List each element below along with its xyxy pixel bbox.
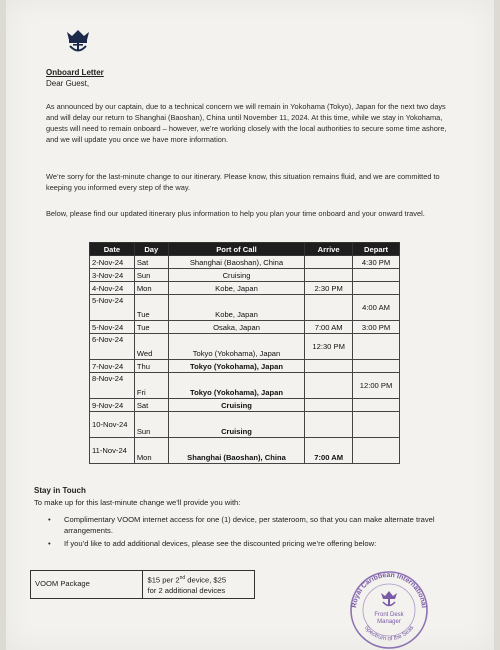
itinerary-row — [90, 256, 400, 269]
row-day: Wed — [134, 334, 168, 360]
row-arrive — [305, 269, 353, 282]
itinerary-row — [90, 321, 400, 334]
row-depart — [353, 360, 400, 373]
stay-in-touch-intro: To make up for this last-minute change we’ll provide you with: — [34, 498, 241, 507]
header-arrive: Arrive — [305, 243, 353, 256]
row-date: 8-Nov-24 — [90, 373, 135, 399]
row-port: Tokyo (Yokohama), Japan — [168, 360, 304, 373]
stamp-line2: Manager — [377, 619, 401, 625]
row-depart — [353, 269, 400, 282]
itinerary-row — [90, 360, 400, 373]
row-arrive — [305, 360, 353, 373]
row-day: Thu — [134, 360, 168, 373]
row-day: Tue — [134, 321, 168, 334]
row-date: 6-Nov-24 — [90, 334, 135, 360]
row-date: 3-Nov-24 — [90, 269, 135, 282]
row-port: Cruising — [168, 269, 304, 282]
row-depart: 12:00 PM — [353, 373, 400, 399]
row-day: Sat — [134, 399, 168, 412]
announcement-paragraph: As announced by our captain, due to a technical concern we will remain in Yokohama (Tokyo), Japan for the next two days and will delay our return to Shanghai (Baoshan), China until November 11, 2024. At this time, while we stay in Yokohama, guests will need to remain onboard – however, we’re working closely with the local authorities to secure some time ashore, and we will update you once we have more information. — [46, 102, 447, 144]
apology-paragraph: We’re sorry for the last-minute change to our itinerary. Please know, this situation remains fluid, and we are committed to keeping you informed every step of the way. — [46, 172, 440, 192]
row-port: Cruising — [168, 399, 304, 412]
row-arrive: 12:30 PM — [305, 334, 353, 360]
offer-list — [46, 514, 476, 551]
row-depart: 3:00 PM — [353, 321, 400, 334]
row-day: Sat — [134, 256, 168, 269]
row-port: Osaka, Japan — [168, 321, 304, 334]
row-port: Kobe, Japan — [168, 282, 304, 295]
itinerary-table — [89, 242, 400, 464]
row-date: 9-Nov-24 — [90, 399, 135, 412]
row-day: Sun — [134, 412, 168, 438]
voom-price-line2: for 2 additional devices — [147, 585, 226, 595]
itinerary-row — [90, 334, 400, 360]
voom-price-prefix: $15 per 2 — [147, 575, 180, 585]
row-date: 7-Nov-24 — [90, 360, 135, 373]
stay-in-touch-title: Stay in Touch — [34, 486, 86, 495]
row-date: 11-Nov-24 — [90, 438, 135, 464]
row-arrive — [305, 256, 353, 269]
row-depart: 4:00 AM — [353, 295, 400, 321]
row-depart: 4:30 PM — [353, 256, 400, 269]
svg-text:Spectrum of the Seas — [363, 625, 416, 642]
greeting: Dear Guest, — [46, 79, 90, 88]
header-day: Day — [134, 243, 168, 256]
row-day: Tue — [134, 295, 168, 321]
offer-item: • If you’d like to add additional devices, please see the discounted pricing we’re offering below: — [46, 538, 476, 549]
stamp-crown-anchor-icon — [381, 591, 397, 606]
row-date: 10-Nov-24 — [90, 412, 135, 438]
voom-price-suffix: device, $25 — [185, 575, 227, 585]
row-depart — [353, 399, 400, 412]
row-date: 5-Nov-24 — [90, 295, 135, 321]
row-arrive — [305, 412, 353, 438]
row-depart — [353, 334, 400, 360]
row-day: Fri — [134, 373, 168, 399]
letter-heading: Onboard Letter — [46, 68, 104, 77]
row-date: 4-Nov-24 — [90, 282, 135, 295]
stamp-ship-name: Spectrum of the Seas — [362, 624, 416, 643]
row-arrive — [305, 373, 353, 399]
crown-anchor-logo-icon — [64, 28, 92, 54]
row-arrive: 7:00 AM — [305, 321, 353, 334]
itinerary-row — [90, 295, 400, 321]
row-port: Tokyo (Yokohama), Japan — [168, 334, 304, 360]
row-depart — [353, 282, 400, 295]
itinerary-row — [90, 399, 400, 412]
voom-row — [31, 571, 255, 599]
front-desk-stamp — [346, 566, 432, 650]
row-arrive — [305, 295, 353, 321]
itinerary-row — [90, 282, 400, 295]
itinerary-row — [90, 412, 400, 438]
row-arrive: 2:30 PM — [305, 282, 353, 295]
row-depart — [353, 412, 400, 438]
header-depart: Depart — [353, 243, 400, 256]
stamp-line1: Front Desk — [374, 612, 404, 618]
letter-page — [6, 0, 494, 650]
itinerary-row — [90, 438, 400, 464]
row-port: Kobe, Japan — [168, 295, 304, 321]
row-day: Mon — [134, 282, 168, 295]
header-date: Date — [90, 243, 135, 256]
voom-pricing-table — [30, 570, 255, 599]
row-depart — [353, 438, 400, 464]
itinerary-row — [90, 373, 400, 399]
row-day: Sun — [134, 269, 168, 282]
row-arrive — [305, 399, 353, 412]
row-port: Shanghai (Baoshan), China — [168, 438, 304, 464]
row-port: Tokyo (Yokohama), Japan — [168, 373, 304, 399]
row-arrive: 7:00 AM — [305, 438, 353, 464]
itinerary-intro-paragraph: Below, please find our updated itinerary plus information to help you plan your time onboard and your onward travel. — [46, 209, 425, 218]
row-date: 5-Nov-24 — [90, 321, 135, 334]
row-date: 2-Nov-24 — [90, 256, 135, 269]
itinerary-row — [90, 269, 400, 282]
row-port: Shanghai (Baoshan), China — [168, 256, 304, 269]
stamp-ring-text: Royal Caribbean International — [351, 571, 427, 609]
voom-package-label: VOOM Package — [31, 571, 143, 599]
row-port: Cruising — [168, 412, 304, 438]
voom-price-sup: nd — [179, 575, 186, 581]
voom-price — [143, 571, 255, 599]
offer-item: • Complimentary VOOM internet access for one (1) device, per stateroom, so that you can make alternate travel arrangements. — [46, 514, 476, 536]
row-day: Mon — [134, 438, 168, 464]
header-port: Port of Call — [168, 243, 304, 256]
itinerary-header-row — [90, 243, 400, 256]
